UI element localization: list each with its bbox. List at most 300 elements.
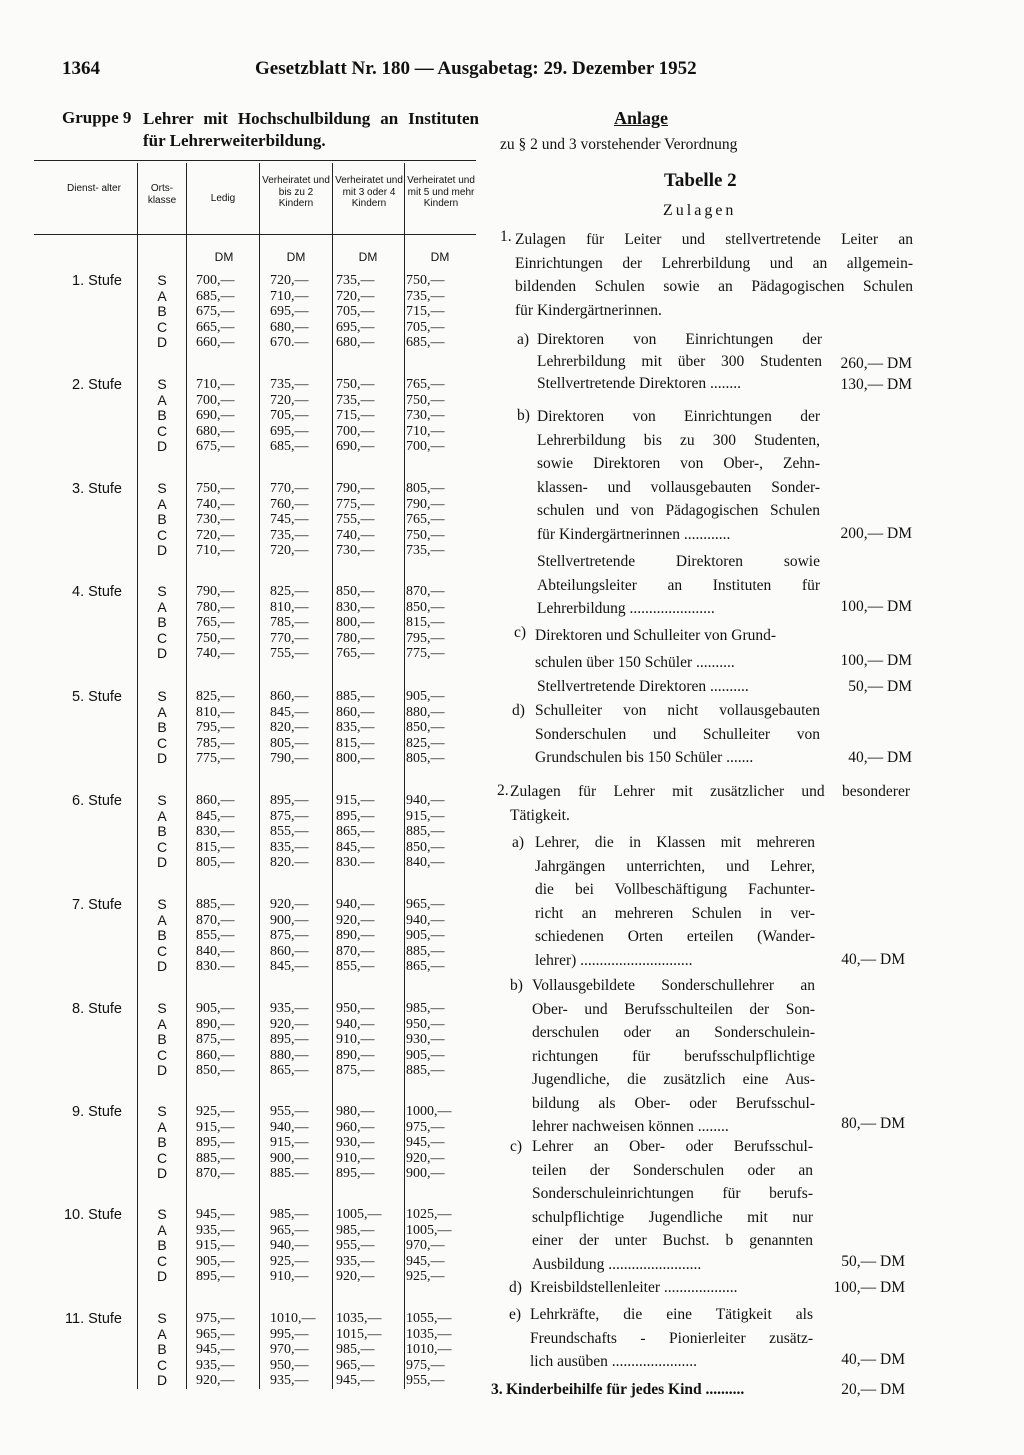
ortsklasse-cell: S — [157, 1206, 167, 1222]
ortsklasse-cell: A — [157, 703, 167, 720]
table-row — [138, 439, 476, 455]
verh2-cell: 755,— — [270, 646, 309, 661]
verh5-cell: 735,— — [406, 543, 445, 558]
ledig-cell: 765,— — [196, 615, 235, 630]
item-label: b) — [517, 407, 530, 424]
ledig-cell: 805,— — [196, 855, 235, 870]
verh2-cell: 860,— — [270, 689, 309, 704]
verh2-cell: 955,— — [270, 1104, 309, 1119]
verh2-cell: 820.— — [270, 855, 309, 870]
verh2-cell: 770,— — [270, 630, 309, 646]
stufe-group — [34, 481, 476, 561]
verh5-cell: 795,— — [406, 630, 445, 646]
ledig-cell: 815,— — [196, 839, 235, 855]
verh5-cell: 885,— — [406, 824, 445, 839]
verh2-cell: 720,— — [270, 273, 309, 288]
verh2-cell: 760,— — [270, 496, 309, 512]
verh34-cell: 935,— — [336, 1253, 375, 1269]
ledig-cell: 710,— — [196, 377, 235, 392]
verh2-cell: 935,— — [270, 1001, 309, 1016]
verh34-cell: 730,— — [336, 543, 375, 558]
verh5-cell: 970,— — [406, 1238, 445, 1253]
ortsklasse-cell: D — [156, 1165, 168, 1181]
ledig-cell: 675,— — [196, 304, 235, 319]
verh5-cell: 840,— — [406, 855, 445, 870]
table-row — [138, 689, 476, 705]
item-1b-text: Direktoren von Einrichtungen der Lehrerbildung bis zu 300 Studenten, sowie Direktoren von Ober-, Zehn- klassen- und vollausgebauten Sonder- schulen und von Pädagogischen Schulen für Kindergärtnerinnen ............ — [537, 408, 820, 543]
verh5-cell: 850,— — [406, 720, 445, 735]
verh2-cell: 680,— — [270, 319, 309, 335]
ledig-cell: 665,— — [196, 319, 235, 335]
ortsklasse-cell: D — [156, 1372, 168, 1388]
verh5-cell: 885,— — [406, 943, 445, 959]
ortsklasse-cell: B — [157, 614, 167, 630]
ledig-cell: 920,— — [196, 1373, 235, 1388]
table-row — [138, 855, 476, 871]
verh34-cell: 700,— — [336, 423, 375, 439]
verh34-cell: 790,— — [336, 481, 375, 496]
ledig-cell: 785,— — [196, 735, 235, 751]
verh34-cell: 780,— — [336, 630, 375, 646]
ortsklasse-cell: S — [157, 792, 167, 808]
unit-label: DM — [358, 250, 378, 264]
item-1d-text: Schulleiter von nicht vollausgebauten Sonderschulen und Schulleiter von Grundschulen bis 150 Schüler ....... — [535, 702, 820, 766]
ortsklasse-cell: A — [157, 911, 167, 928]
verh34-cell: 1015,— — [336, 1326, 382, 1342]
verh5-cell: 765,— — [406, 377, 445, 392]
table-row — [138, 1151, 476, 1167]
verh2-cell: 705,— — [270, 408, 309, 423]
item-label: a) — [517, 331, 530, 348]
amount: 80,— DM — [841, 1115, 905, 1132]
verh2-cell: 885.— — [270, 1166, 309, 1181]
verh34-cell: 735,— — [336, 392, 375, 408]
table-row — [138, 840, 476, 856]
verh2-cell: 790,— — [270, 751, 309, 766]
table-row — [138, 897, 476, 913]
section-2-text: Zulagen für Lehrer mit zusätzlicher und besonderer Tätigkeit. — [510, 783, 910, 824]
col-header-dienstalter: Dienst- alter — [67, 183, 121, 194]
table-row — [138, 1254, 476, 1270]
ledig-cell: 690,— — [196, 408, 235, 423]
ortsklasse-cell: B — [157, 303, 167, 319]
verh34-cell: 955,— — [336, 1238, 375, 1253]
verh34-cell: 740,— — [336, 527, 375, 543]
page-header-title: Gesetzblatt Nr. 180 — Ausgabetag: 29. Dezember 1952 — [255, 58, 697, 79]
verh2-cell: 935,— — [270, 1373, 309, 1388]
verh2-cell: 820,— — [270, 720, 309, 735]
verh5-cell: 940,— — [406, 793, 445, 808]
verh2-cell: 695,— — [270, 304, 309, 319]
item-1c-text-2: Stellvertretende Direktoren .......... — [537, 678, 749, 695]
verh5-cell: 905,— — [406, 928, 445, 943]
ortsklasse-cell: A — [157, 287, 167, 304]
stufe-group — [34, 689, 476, 769]
verh5-cell: 945,— — [406, 1135, 445, 1150]
table-title: Tabelle 2 — [664, 170, 737, 191]
item-2a-text: Lehrer, die in Klassen mit mehreren Jahrgängen unterrichten, und Lehrer, die bei Vollbeschäftigung Fachunter- richt an mehreren Schulen in ver- schiedenen Orten erteilen (Wander- lehrer) ............................. — [535, 834, 815, 969]
verh34-cell: 765,— — [336, 646, 375, 661]
verh5-cell: 955,— — [406, 1373, 445, 1388]
col-header-verh5: Verheiratet und mit 5 und mehr Kindern — [407, 175, 475, 209]
table-row — [138, 793, 476, 809]
ortsklasse-cell: C — [156, 526, 168, 543]
ortsklasse-cell: D — [156, 542, 168, 558]
item-2c-text: Lehrer an Ober- oder Berufsschul- teilen der Sonderschulen oder an Sonderschuleinrichtungen für berufs- schulpflichtige Jugendliche mit nur einer der unter Buchst. b genannten Ausbildung ........................ — [532, 1138, 813, 1273]
verh5-cell: 880,— — [406, 704, 445, 720]
ortsklasse-cell: B — [157, 1341, 167, 1357]
verh2-cell: 910,— — [270, 1269, 309, 1284]
verh34-cell: 815,— — [336, 735, 375, 751]
verh34-cell: 755,— — [336, 512, 375, 527]
verh5-cell: 850,— — [406, 839, 445, 855]
ledig-cell: 915,— — [196, 1238, 235, 1253]
verh34-cell: 690,— — [336, 439, 375, 454]
verh2-cell: 940,— — [270, 1119, 309, 1135]
verh5-cell: 790,— — [406, 496, 445, 512]
verh5-cell: 1025,— — [406, 1207, 452, 1222]
table-row — [138, 1311, 476, 1327]
ortsklasse-cell: A — [157, 1325, 167, 1342]
verh5-cell: 775,— — [406, 646, 445, 661]
ledig-cell: 890,— — [196, 1016, 235, 1032]
ledig-cell: 740,— — [196, 496, 235, 512]
ortsklasse-cell: S — [157, 1000, 167, 1016]
verh34-cell: 695,— — [336, 319, 375, 335]
amount: 200,— DM — [840, 525, 912, 542]
table-top-rule — [34, 160, 476, 161]
table-row — [138, 928, 476, 944]
verh5-cell: 905,— — [406, 1047, 445, 1063]
table-row — [138, 631, 476, 647]
verh34-cell: 850,— — [336, 584, 375, 599]
amount: 130,— DM — [840, 376, 912, 393]
verh34-cell: 985,— — [336, 1222, 375, 1238]
verh2-cell: 745,— — [270, 512, 309, 527]
table-row — [138, 1327, 476, 1343]
stufe-label: 2. Stufe — [72, 377, 122, 393]
ortsklasse-cell: C — [156, 1252, 168, 1269]
verh34-cell: 920,— — [336, 1269, 375, 1284]
table-row — [138, 1048, 476, 1064]
stufe-label: 3. Stufe — [72, 481, 122, 497]
ledig-cell: 660,— — [196, 335, 235, 350]
table-row — [138, 335, 476, 351]
table-row — [138, 497, 476, 513]
group-label: Gruppe 9 — [62, 108, 132, 127]
table-row — [138, 705, 476, 721]
ledig-cell: 855,— — [196, 928, 235, 943]
verh5-cell: 865,— — [406, 959, 445, 974]
ortsklasse-cell: D — [156, 1268, 168, 1284]
stufe-group — [34, 1207, 476, 1287]
verh34-cell: 960,— — [336, 1119, 375, 1135]
verh2-cell: 845,— — [270, 704, 309, 720]
amount: 100,— DM — [833, 1279, 905, 1296]
table-row — [138, 1104, 476, 1120]
table-row — [138, 615, 476, 631]
verh5-cell: 1010,— — [406, 1342, 452, 1357]
stufe-group — [34, 897, 476, 977]
ortsklasse-cell: C — [156, 838, 168, 855]
verh2-cell: 970,— — [270, 1342, 309, 1357]
verh34-cell: 915,— — [336, 793, 375, 808]
stufe-label: 5. Stufe — [72, 689, 122, 705]
stufe-label: 11. Stufe — [65, 1311, 122, 1327]
ortsklasse-cell: C — [156, 1149, 168, 1166]
verh5-cell: 1035,— — [406, 1326, 452, 1342]
unit-label: DM — [214, 250, 234, 264]
ortsklasse-cell: A — [157, 1221, 167, 1238]
ledig-cell: 675,— — [196, 439, 235, 454]
table-row — [138, 751, 476, 767]
table-row — [138, 1032, 476, 1048]
group-description: Lehrer mit Hochschulbildung an Instituten für Lehrerweiterbildung. — [143, 109, 479, 150]
ortsklasse-cell: A — [157, 391, 167, 408]
verh5-cell: 940,— — [406, 912, 445, 928]
table-row — [138, 584, 476, 600]
ortsklasse-cell: S — [157, 583, 167, 599]
item-label: d) — [512, 702, 525, 719]
table-row — [138, 512, 476, 528]
table-row — [138, 1166, 476, 1182]
ledig-cell: 885,— — [196, 897, 235, 912]
verh34-cell: 910,— — [336, 1150, 375, 1166]
verh2-cell: 915,— — [270, 1135, 309, 1150]
table-row — [138, 824, 476, 840]
ortsklasse-cell: B — [157, 407, 167, 423]
table-row — [138, 543, 476, 559]
verh5-cell: 915,— — [406, 808, 445, 824]
verh2-cell: 880,— — [270, 1047, 309, 1063]
item-label: e) — [509, 1306, 522, 1323]
ortsklasse-cell: A — [157, 495, 167, 512]
verh5-cell: 805,— — [406, 481, 445, 496]
verh2-cell: 940,— — [270, 1238, 309, 1253]
item-2d-text: Kreisbildstellenleiter ................... — [530, 1279, 738, 1296]
table-header-rule — [34, 234, 476, 235]
verh2-cell: 770,— — [270, 481, 309, 496]
anlage-subtitle: zu § 2 und 3 vorstehender Verordnung — [500, 136, 738, 153]
ortsklasse-cell: S — [157, 688, 167, 704]
verh34-cell: 920,— — [336, 912, 375, 928]
table-row — [138, 393, 476, 409]
verh34-cell: 895,— — [336, 1166, 375, 1181]
stufe-label: 4. Stufe — [72, 584, 122, 600]
section-number: 3. — [491, 1381, 503, 1398]
ledig-cell: 720,— — [196, 527, 235, 543]
ledig-cell: 680,— — [196, 423, 235, 439]
ortsklasse-cell: C — [156, 318, 168, 335]
section-1-text: Zulagen für Leiter und stellvertretende Leiter an Einrichtungen der Lehrerbildung und an allgemein- bildenden Schulen sowie an Pädagogischen Schulen für Kindergärtnerinnen. — [515, 231, 913, 319]
verh2-cell: 735,— — [270, 527, 309, 543]
unit-label: DM — [286, 250, 306, 264]
ortsklasse-cell: D — [156, 645, 168, 661]
verh34-cell: 885,— — [336, 689, 375, 704]
table-row — [138, 481, 476, 497]
page-number: 1364 — [62, 58, 100, 79]
ledig-cell: 935,— — [196, 1222, 235, 1238]
stufe-group — [34, 377, 476, 457]
ledig-cell: 905,— — [196, 1253, 235, 1269]
verh5-cell: 870,— — [406, 584, 445, 599]
stufe-group — [34, 1001, 476, 1081]
item-label: c) — [510, 1138, 523, 1155]
verh5-cell: 975,— — [406, 1119, 445, 1135]
section-number: 1. — [500, 228, 512, 245]
table-row — [138, 1269, 476, 1285]
ortsklasse-cell: D — [156, 334, 168, 350]
verh34-cell: 715,— — [336, 408, 375, 423]
ortsklasse-cell: S — [157, 896, 167, 912]
verh34-cell: 930,— — [336, 1135, 375, 1150]
col-header-ortsklasse: Orts- klasse — [147, 183, 177, 206]
verh5-cell: 1005,— — [406, 1222, 452, 1238]
ledig-cell: 830,— — [196, 824, 235, 839]
ledig-cell: 870,— — [196, 1166, 235, 1181]
ortsklasse-cell: C — [156, 942, 168, 959]
table-row — [138, 1135, 476, 1151]
verh2-cell: 950,— — [270, 1357, 309, 1373]
anlage-heading: Anlage — [614, 108, 668, 128]
verh5-cell: 900,— — [406, 1166, 445, 1181]
ortsklasse-cell: B — [157, 719, 167, 735]
verh2-cell: 670.— — [270, 335, 309, 350]
verh5-cell: 710,— — [406, 423, 445, 439]
verh5-cell: 975,— — [406, 1357, 445, 1373]
verh34-cell: 890,— — [336, 928, 375, 943]
verh5-cell: 825,— — [406, 735, 445, 751]
stufe-label: 9. Stufe — [72, 1104, 122, 1120]
ortsklasse-cell: A — [157, 807, 167, 824]
table-row — [138, 1342, 476, 1358]
ledig-cell: 870,— — [196, 912, 235, 928]
verh34-cell: 845,— — [336, 839, 375, 855]
verh34-cell: 950,— — [336, 1001, 375, 1016]
verh5-cell: 685,— — [406, 335, 445, 350]
item-label: d) — [509, 1279, 522, 1296]
ledig-cell: 945,— — [196, 1342, 235, 1357]
table-row — [138, 1063, 476, 1079]
ortsklasse-cell: A — [157, 1118, 167, 1135]
verh5-cell: 805,— — [406, 751, 445, 766]
table-row — [138, 944, 476, 960]
verh5-cell: 930,— — [406, 1032, 445, 1047]
table-row — [138, 1120, 476, 1136]
ledig-cell: 945,— — [196, 1207, 235, 1222]
verh2-cell: 845,— — [270, 959, 309, 974]
item-1b-text-2: Stellvertretende Direktoren sowie Abteilungsleiter an Instituten für Lehrerbildung ...................... — [537, 553, 820, 617]
verh2-cell: 735,— — [270, 377, 309, 392]
table-row — [138, 377, 476, 393]
verh34-cell: 895,— — [336, 808, 375, 824]
ortsklasse-cell: B — [157, 1134, 167, 1150]
verh2-cell: 985,— — [270, 1207, 309, 1222]
stufe-label: 1. Stufe — [72, 273, 122, 289]
verh5-cell: 1055,— — [406, 1311, 452, 1326]
verh34-cell: 800,— — [336, 615, 375, 630]
ortsklasse-cell: S — [157, 1103, 167, 1119]
item-1c-text: Direktoren und Schulleiter von Grund- schulen über 150 Schüler .......... — [535, 627, 777, 671]
amount: 40,— DM — [841, 1351, 905, 1368]
verh34-cell: 680,— — [336, 335, 375, 350]
verh2-cell: 965,— — [270, 1222, 309, 1238]
zulagen-title: Zulagen — [663, 202, 737, 219]
verh2-cell: 710,— — [270, 288, 309, 304]
verh34-cell: 830,— — [336, 599, 375, 615]
verh5-cell: 765,— — [406, 512, 445, 527]
table-row — [138, 1017, 476, 1033]
verh5-cell: 715,— — [406, 304, 445, 319]
amount: 100,— DM — [840, 598, 912, 615]
ledig-cell: 700,— — [196, 392, 235, 408]
table-row — [138, 1223, 476, 1239]
verh34-cell: 835,— — [336, 720, 375, 735]
ortsklasse-cell: A — [157, 1015, 167, 1032]
verh34-cell: 890,— — [336, 1047, 375, 1063]
verh5-cell: 925,— — [406, 1269, 445, 1284]
verh34-cell: 980,— — [336, 1104, 375, 1119]
stufe-group — [34, 1104, 476, 1184]
verh2-cell: 810,— — [270, 599, 309, 615]
table-row — [138, 1373, 476, 1389]
table-row — [138, 913, 476, 929]
unit-label: DM — [430, 250, 450, 264]
verh34-cell: 775,— — [336, 496, 375, 512]
verh5-cell: 950,— — [406, 1016, 445, 1032]
item-label: c) — [514, 624, 527, 641]
verh5-cell: 815,— — [406, 615, 445, 630]
verh5-cell: 1000,— — [406, 1104, 452, 1119]
ledig-cell: 810,— — [196, 704, 235, 720]
item-2b-text: Vollausgebildete Sonderschullehrer an Ober- und Berufsschulteilen der Son- derschulen oder an Sonderschulein- richtungen für berufsschulpflichtige Jugendliche, die zusätzlich eine Aus- bildung als Ober- oder Berufsschul- lehrer nachweisen können ........ — [532, 977, 815, 1135]
ledig-cell: 895,— — [196, 1269, 235, 1284]
ledig-cell: 710,— — [196, 543, 235, 558]
verh34-cell: 800,— — [336, 751, 375, 766]
verh34-cell: 940,— — [336, 1016, 375, 1032]
ledig-cell: 850,— — [196, 1063, 235, 1078]
verh34-cell: 860,— — [336, 704, 375, 720]
ledig-cell: 915,— — [196, 1119, 235, 1135]
table-row — [138, 320, 476, 336]
verh2-cell: 720,— — [270, 392, 309, 408]
ortsklasse-cell: S — [157, 480, 167, 496]
verh34-cell: 1035,— — [336, 1311, 382, 1326]
amount: 40,— DM — [841, 951, 905, 968]
ledig-cell: 795,— — [196, 720, 235, 735]
col-header-ledig: Ledig — [210, 193, 236, 204]
verh2-cell: 900,— — [270, 912, 309, 928]
verh34-cell: 865,— — [336, 824, 375, 839]
verh5-cell: 905,— — [406, 689, 445, 704]
verh2-cell: 875,— — [270, 928, 309, 943]
ortsklasse-cell: B — [157, 1031, 167, 1047]
table-row — [138, 528, 476, 544]
table-row — [138, 720, 476, 736]
ortsklasse-cell: A — [157, 598, 167, 615]
verh5-cell: 965,— — [406, 897, 445, 912]
ledig-cell: 860,— — [196, 1047, 235, 1063]
verh2-cell: 805,— — [270, 735, 309, 751]
verh2-cell: 695,— — [270, 423, 309, 439]
amount: 50,— DM — [841, 1253, 905, 1270]
verh2-cell: 920,— — [270, 897, 309, 912]
ledig-cell: 905,— — [196, 1001, 235, 1016]
ortsklasse-cell: S — [157, 272, 167, 288]
verh34-cell: 985,— — [336, 1342, 375, 1357]
ortsklasse-cell: B — [157, 511, 167, 527]
ledig-cell: 935,— — [196, 1357, 235, 1373]
